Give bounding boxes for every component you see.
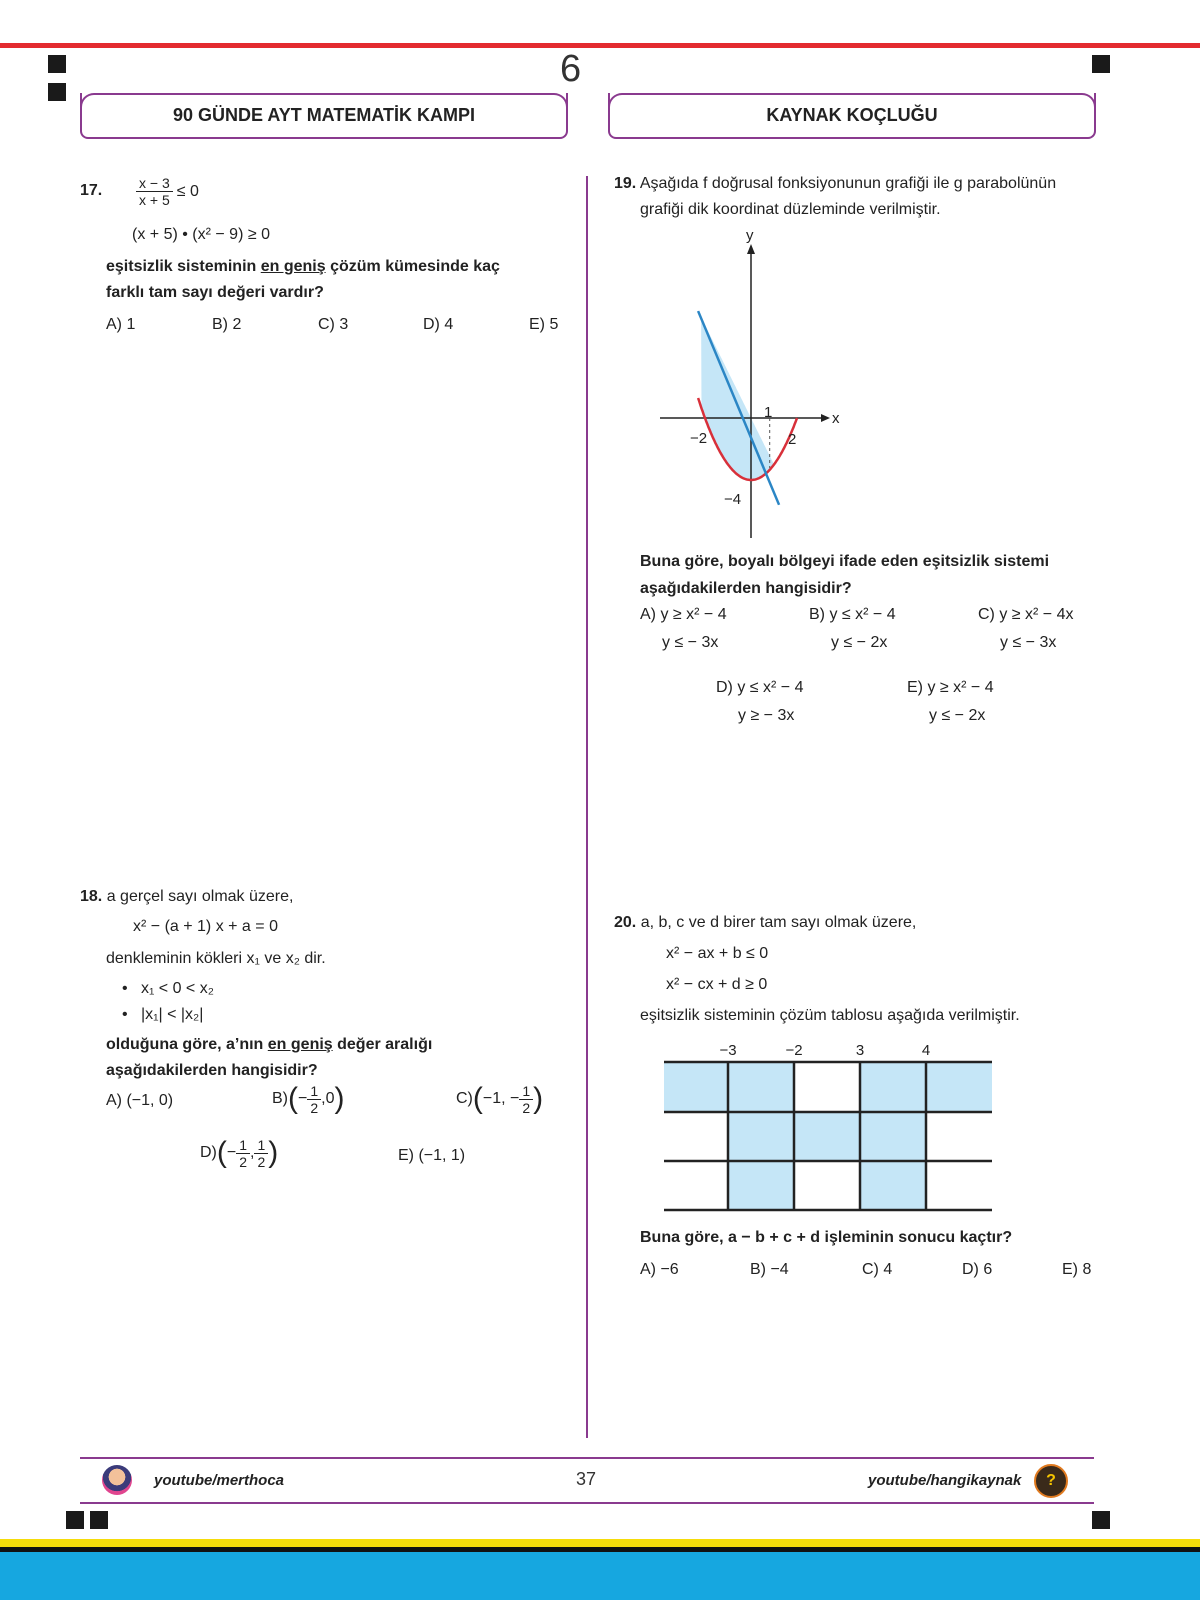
x-axis-label: x (832, 410, 840, 427)
y-axis-arrow-icon (747, 244, 755, 254)
corner-square (48, 55, 66, 73)
q17-fraction: $\frac{x - 3}{x + 5}$ (136, 175, 173, 208)
q20-solution-table (664, 1040, 996, 1215)
top-red-bar (0, 43, 1200, 48)
q18-option-a[interactable]: A) (−1, 0) (106, 1092, 174, 1109)
q18-question-line1: olduğuna göre, a’nın en geniş değer aralığı (106, 1036, 433, 1053)
q17-option-e[interactable]: E) 5 (529, 316, 559, 333)
table-shaded-cell (728, 1161, 794, 1210)
q18-option-c[interactable]: C) ( −1, − $\frac{1}{2}$ ) (456, 1082, 544, 1116)
footer-line-bottom (80, 1502, 1094, 1504)
q18-roots-text: denkleminin kökleri x₁ ve x₂ dir. (106, 950, 326, 967)
corner-square (1092, 1511, 1110, 1529)
q18-bullet2: • |x₁| < |x₂| (122, 1006, 204, 1023)
q20-inequality2: x² − cx + d ≥ 0 (666, 976, 768, 993)
q18-question-line2: aşağıdakilerden hangisidir? (106, 1062, 318, 1079)
q19-option-a[interactable]: A) y ≥ x² − 4 y ≤ − 3x (640, 606, 727, 651)
question-mark-icon[interactable]: ? (1034, 1464, 1068, 1498)
corner-square (66, 1511, 84, 1529)
bottom-yellow-bar (0, 1539, 1200, 1547)
q19-intro-line2: grafiği dik koordinat düzleminde verilmiştir. (640, 201, 941, 218)
q19-graph (660, 228, 860, 538)
q20-inequality1: x² − ax + b ≤ 0 (666, 945, 769, 962)
top-page-number: 6 (560, 48, 582, 90)
q17-option-b[interactable]: B) 2 (212, 316, 242, 333)
q18-option-b[interactable]: B) ( − $\frac{1}{2}$ ,0 ) (272, 1082, 345, 1116)
header-left-title: 90 GÜNDE AYT MATEMATİK KAMPI (172, 104, 476, 125)
bottom-blue-bar (0, 1552, 1200, 1600)
q18-option-d[interactable]: D) ( − $\frac{1}{2}$ , $\frac{1}{2}$ ) (200, 1136, 279, 1170)
q17-question-line2: farklı tam sayı değeri vardır? (106, 284, 324, 301)
tick-label-m2: −2 (690, 430, 708, 447)
q17-inequality2: (x + 5) • (x² − 9) ≥ 0 (132, 226, 270, 243)
q18-equation: x² − (a + 1) x + a = 0 (133, 918, 278, 935)
footer-page-number: 37 (576, 1469, 597, 1489)
tick-label-2: 2 (788, 431, 797, 448)
q20-option-d[interactable]: D) 6 (962, 1261, 993, 1278)
q20-option-b[interactable]: B) −4 (750, 1261, 789, 1278)
table-shaded-cell (926, 1062, 992, 1112)
q19-option-c[interactable]: C) y ≥ x² − 4x y ≤ − 3x (978, 606, 1074, 651)
q17-question-line1: eşitsizlik sisteminin en geniş çözüm kümesinde kaç (106, 258, 500, 275)
table-boundary-label: −2 (785, 1042, 803, 1059)
header-right-title: KAYNAK KOÇLUĞU (766, 104, 938, 125)
q19-option-e[interactable]: E) y ≥ x² − 4 y ≤ − 2x (907, 679, 994, 724)
tick-label-m4: −4 (724, 491, 742, 508)
bullet-icon: • (122, 1006, 128, 1023)
q18-option-e[interactable]: E) (−1, 1) (398, 1147, 466, 1164)
bullet-icon: • (122, 980, 128, 997)
tick-label-1: 1 (764, 404, 773, 421)
table-boundary-label: 4 (921, 1042, 931, 1059)
table-shaded-cell (794, 1112, 860, 1161)
footer-left-channel[interactable]: youtube/merthoca (154, 1472, 285, 1489)
header-right-title-box (608, 93, 1096, 139)
table-shaded-cell (860, 1062, 926, 1112)
x-axis-arrow-icon (821, 414, 830, 422)
q17-option-a[interactable]: A) 1 (106, 316, 136, 333)
corner-square (48, 83, 66, 101)
q18-bullet1: • x₁ < 0 < x₂ (122, 980, 214, 997)
q17-number: 17. (80, 182, 103, 199)
q19-option-d[interactable]: D) y ≤ x² − 4 y ≥ − 3x (716, 679, 804, 724)
table-shaded-cell (728, 1112, 794, 1161)
q17-inequality1: $\frac{x - 3}{x + 5}$ ≤ 0 (136, 175, 199, 208)
footer-right-channel[interactable]: youtube/hangikaynak (868, 1472, 1022, 1489)
q18-intro: 18. a gerçel sayı olmak üzere, (80, 888, 294, 905)
table-shaded-cell (664, 1062, 728, 1112)
q19-question-line2: aşağıdakilerden hangisidir? (640, 580, 852, 597)
footer-line-top (80, 1457, 1094, 1459)
corner-square (90, 1511, 108, 1529)
corner-square (1092, 55, 1110, 73)
column-divider (586, 176, 588, 1438)
table-shaded-cell (728, 1062, 794, 1112)
table-shaded-cell (860, 1112, 926, 1161)
q19-intro-line1: 19. Aşağıda f doğrusal fonksiyonunun grafiği ile g parabolünün (614, 175, 1057, 192)
q20-option-c[interactable]: C) 4 (862, 1261, 893, 1278)
q20-option-a[interactable]: A) −6 (640, 1261, 679, 1278)
q20-question: Buna göre, a − b + c + d işleminin sonucu kaçtır? (640, 1229, 1013, 1246)
q20-intro: 20. a, b, c ve d birer tam sayı olmak üzere, (614, 914, 917, 931)
header-left-title-box (80, 93, 568, 139)
q19-question-line1: Buna göre, boyalı bölgeyi ifade eden eşitsizlik sistemi (640, 553, 1050, 570)
q20-option-e[interactable]: E) 8 (1062, 1261, 1092, 1278)
q17-option-c[interactable]: C) 3 (318, 316, 349, 333)
q19-option-b[interactable]: B) y ≤ x² − 4 y ≤ − 2x (809, 606, 896, 651)
table-shaded-cell (860, 1161, 926, 1210)
q17-option-d[interactable]: D) 4 (423, 316, 454, 333)
q20-text: eşitsizlik sisteminin çözüm tablosu aşağıda verilmiştir. (640, 1007, 1020, 1024)
y-axis-label: y (746, 228, 754, 244)
channel-avatar-icon[interactable] (102, 1465, 132, 1495)
table-boundary-label: 3 (855, 1042, 865, 1059)
table-boundary-label: −3 (719, 1042, 737, 1059)
